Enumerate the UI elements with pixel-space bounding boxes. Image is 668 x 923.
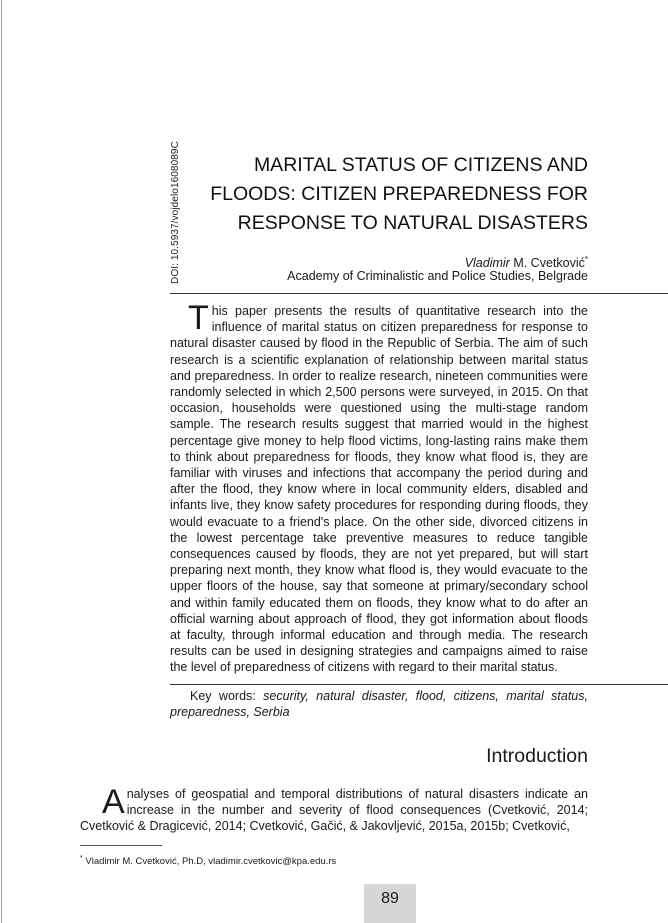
title-line: FLOODS: CITIZEN PREPAREDNESS FOR: [210, 183, 588, 205]
introduction-dropcap: A: [102, 783, 125, 821]
introduction-text: nalyses of geospatial and temporal distributions of natural disasters indicate an increase in the number and severity of flood consequences (Cvetković, 2014; Cvetković & Dragicević, 2014; Cvetković, Gačić, & Jakovljević, 2015a, 2015b; Cvetković,: [80, 787, 588, 833]
abstract: [170, 299, 588, 676]
doi-label: DOI: 10.5937/vojdelo1608089C: [170, 141, 181, 284]
abstract-dropcap: T: [188, 299, 209, 337]
keywords-label: Key words:: [190, 689, 256, 703]
page-edge-line: [1, 0, 2, 923]
page-number: 89: [381, 890, 399, 907]
abstract-top-rule: [170, 293, 668, 294]
page-number-box: [364, 884, 416, 923]
paper-title: [200, 151, 588, 238]
footnote-rule: [80, 845, 162, 846]
author-first-name: Vladimir: [464, 256, 510, 271]
author-affiliation: Academy of Criminalistic and Police Studies, Belgrade: [287, 269, 588, 283]
footnote: [80, 853, 336, 868]
abstract-bottom-rule: [170, 684, 668, 685]
keywords-values: security, natural disaster, flood, citizens, marital status, preparedness, Serbia: [170, 689, 588, 720]
title-line: RESPONSE TO NATURAL DISASTERS: [237, 212, 588, 234]
abstract-text: his paper presents the results of quantitative research into the influence of marital status on citizen preparedness for response to natural disaster caused by flood in the Republic of Serbia. The aim of such research is a scientific explanation of relationship between marital status and preparedness. In order to realize research, nineteen communities were randomly selected in which 2,500 persons were surveyed, in 2015. On that occasion, households were questioned using the multi-stage random sample. The research results suggest that married would in the highest percentage give money to help flood victims, long-lasting rains make them to think about preparedness for floods, they know what flood is, they are familiar with viruses and infections that accompany the period during and after the flood, they know where in local community elders, disabled and infants live, they know safety procedures for responding during floods, they would evacuate to a friend's place. On the other side, divorced citizens in the lowest percentage take preventive measures to reduce tangible consequences caused by floods, they are not yet prepared, but will start preparing next month, they know what flood is, they would evacuate to the upper floors of the house, say that someone at primary/secondary school and within family educated them on floods, they know what to do after an official warning about approach of flood, they got information about floods at faculty, through informal education and through media. The research results can be used in designing strategies and campaigns aimed to raise the level of preparedness of citizens with regard to their marital status.: [170, 304, 588, 675]
author-rest-name: M. Cvetković: [513, 256, 585, 271]
author-footnote-marker: *: [584, 255, 588, 264]
keywords: [170, 688, 588, 720]
footnote-text: Vladimir M. Cvetković, Ph.D, vladimir.cvetkovic@kpa.edu.rs: [85, 856, 337, 868]
footnote-marker: *: [80, 855, 83, 862]
title-line: MARITAL STATUS OF CITIZENS AND: [253, 154, 588, 176]
introduction-paragraph: [80, 783, 588, 834]
introduction-heading: Introduction: [486, 745, 588, 767]
